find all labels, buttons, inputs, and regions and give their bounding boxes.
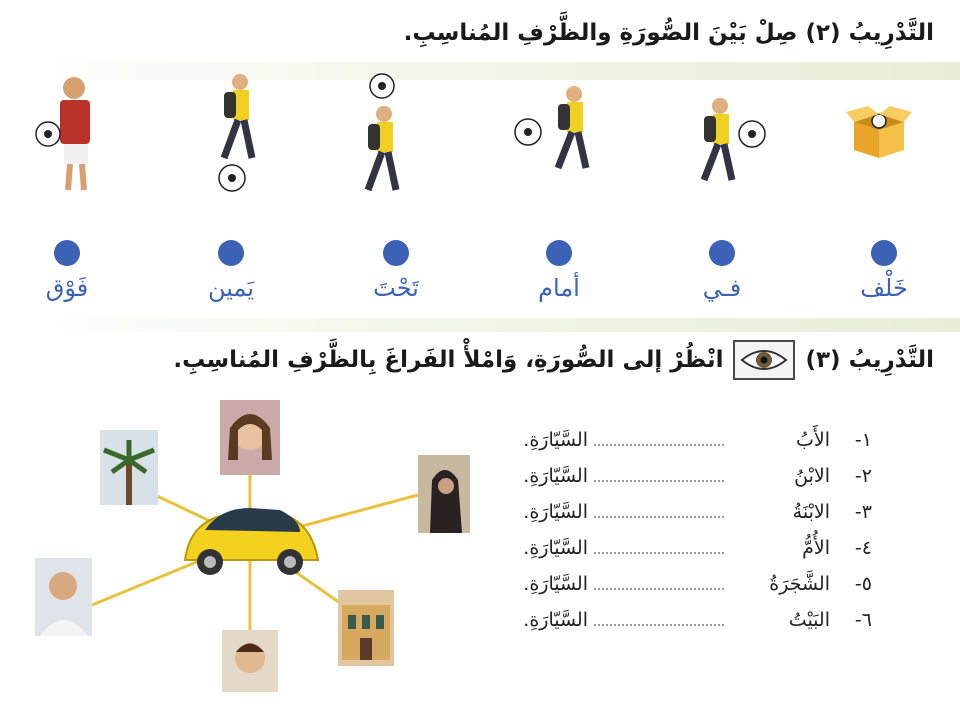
son-photo	[222, 630, 278, 692]
match-dot[interactable]	[383, 240, 409, 266]
exercise-3-title	[173, 340, 934, 380]
boy-ball-front-picture	[512, 84, 602, 180]
eye-icon	[733, 340, 795, 380]
sentence-number: ١-	[854, 429, 872, 451]
answer-blank[interactable]	[594, 428, 724, 446]
sentence-row	[523, 500, 872, 536]
word-label: أمام	[538, 274, 580, 302]
sentence-row	[523, 572, 872, 608]
sentence-number: ٥-	[854, 573, 872, 595]
sentence-subject: الابْنَةُ	[792, 501, 830, 523]
sentence-subject: الابْنُ	[794, 465, 830, 487]
sentence-subject: الأُمُّ	[802, 537, 830, 559]
match-dot-fawq[interactable]	[12, 240, 122, 302]
sentence-number: ٤-	[854, 537, 872, 559]
word-label: خَلْف	[860, 274, 908, 302]
sentence-number: ٢-	[854, 465, 872, 487]
sentence-number: ٦-	[854, 609, 872, 631]
house-photo	[338, 590, 394, 666]
answer-blank[interactable]	[594, 608, 724, 626]
boy-holding-ball-picture	[30, 74, 102, 194]
match-dot[interactable]	[709, 240, 735, 266]
match-dot-taht[interactable]	[341, 240, 451, 302]
sentence-subject: الأَبُ	[795, 429, 830, 451]
answer-blank[interactable]	[594, 572, 724, 590]
sentence-subject: الشَّجَرَةُ	[769, 573, 830, 595]
word-label: فَوْق	[45, 274, 89, 302]
sentence-subject: البَيْتُ	[788, 609, 830, 631]
boy-ball-below-picture	[200, 72, 270, 196]
match-dot-fi[interactable]	[667, 240, 777, 302]
exercise-3-instruction: انْظُرْ إلى الصُّورَةِ، وَامْلأْ الفَراغَ بِالظَّرْفِ المُناسِبِ.	[173, 347, 724, 373]
sentence-row	[523, 608, 872, 644]
sentence-row	[523, 464, 872, 500]
father-photo	[35, 558, 92, 636]
word-label: يَمين	[207, 274, 255, 302]
boy-ball-right-picture	[680, 96, 770, 192]
sentence-row	[523, 536, 872, 572]
fill-in-sentences	[523, 428, 872, 644]
answer-blank[interactable]	[594, 536, 724, 554]
word-label: فـي	[702, 274, 742, 302]
sentence-object: السَّيّارَةِ.	[523, 501, 588, 523]
divider-band	[0, 318, 960, 332]
sentence-object: السَّيّارَةِ.	[523, 537, 588, 559]
palm-tree-photo	[100, 430, 158, 505]
divider-band	[0, 62, 960, 80]
exercise-2-title: التَّدْرِيبُ (٢) صِلْ بَيْنَ الصُّورَةِ والظَّرْفِ المُناسِبِ.	[403, 20, 934, 46]
car-diagram	[0, 390, 470, 700]
sentence-object: السَّيّارَةِ.	[523, 573, 588, 595]
sentence-object: السَّيّارَةِ.	[523, 609, 588, 631]
word-label: تَحْتَ	[373, 274, 419, 302]
sentence-row	[523, 428, 872, 464]
answer-blank[interactable]	[594, 464, 724, 482]
match-dot[interactable]	[54, 240, 80, 266]
daughter-photo	[220, 400, 280, 475]
match-dot-khalf[interactable]	[829, 240, 939, 302]
sentence-number: ٣-	[854, 501, 872, 523]
sentence-object: السَّيّارَةِ.	[523, 429, 588, 451]
match-dot[interactable]	[871, 240, 897, 266]
match-dot[interactable]	[218, 240, 244, 266]
box-with-ball-picture	[846, 100, 912, 160]
boy-ball-above-picture	[346, 72, 416, 196]
sentence-object: السَّيّارَةِ.	[523, 465, 588, 487]
match-dot[interactable]	[546, 240, 572, 266]
mother-photo	[418, 455, 470, 533]
match-dot-amam[interactable]	[504, 240, 614, 302]
exercise-3-label: التَّدْرِيبُ (٣)	[805, 347, 934, 373]
answer-blank[interactable]	[594, 500, 724, 518]
match-dot-yamin[interactable]	[176, 240, 286, 302]
